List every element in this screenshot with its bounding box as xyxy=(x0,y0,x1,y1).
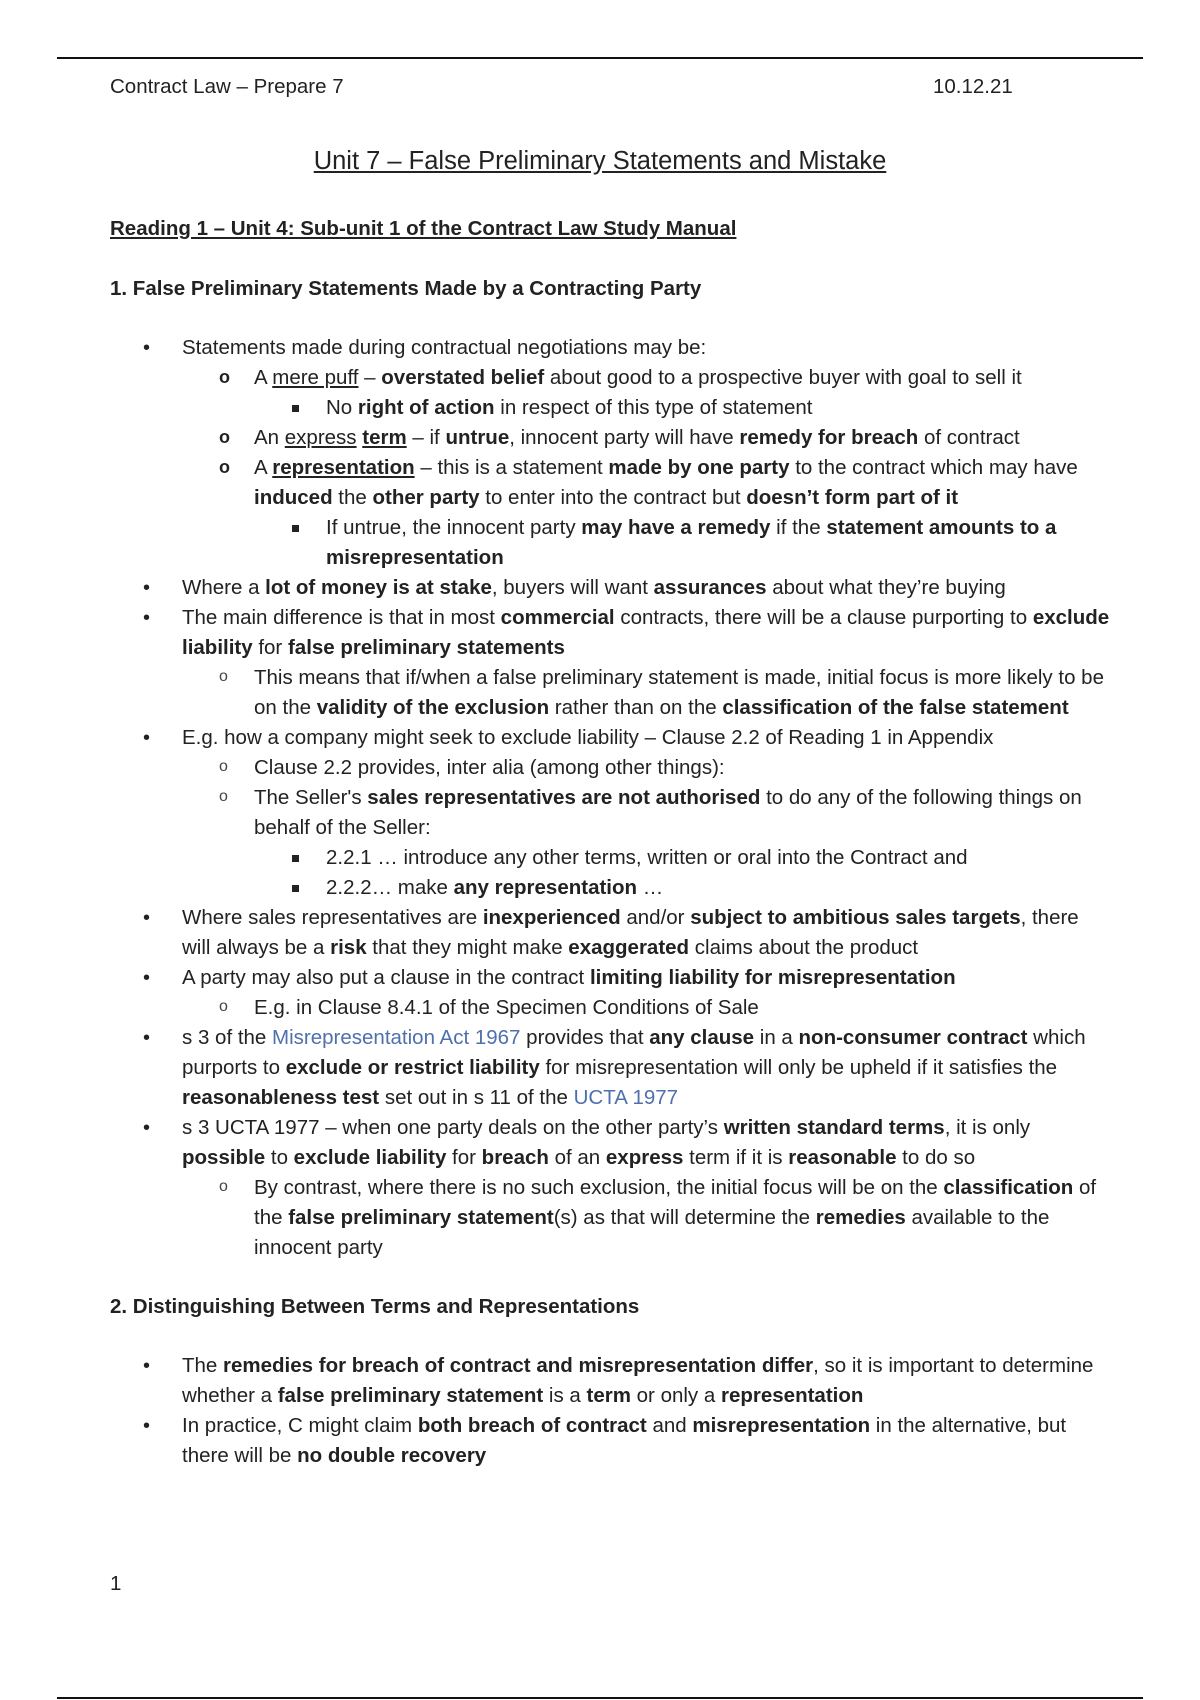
page-number: 1 xyxy=(110,1572,122,1595)
list-item: • s 3 of the Misrepresentation Act 1967 provides that any clause in a non-consumer contract which purports to exclude or restrict liability for misrepresentation will only be upheld if it satisfies the reasonableness test set out in s 11 of the UCTA 1977 xyxy=(110,1023,1110,1113)
footer-rule xyxy=(57,1697,1143,1699)
list-item: • Statements made during contractual negotiations may be: o A mere puff – overstated belief about good to a prospective buyer with goal to sell it No right of action in respect of this type of statement o An express term – if untrue, innocent party will have remedy for breach of contract o A representation – this is a statement made by one party to the contract which may have induced the other party to enter into the contract but doesn’t form part of it If untrue, the innocent party may have a remedy if the statement amounts to a misrepresentation xyxy=(110,333,1110,573)
section-2-heading: 2. Distinguishing Between Terms and Representations xyxy=(110,1295,640,1318)
section-1-list xyxy=(110,333,1110,1263)
list-item: • The main difference is that in most commercial contracts, there will be a clause purporting to exclude liability for false preliminary statements o This means that if/when a false preliminary statement is made, initial focus is more likely to be on the validity of the exclusion rather than on the classification of the false statement xyxy=(110,603,1110,723)
list-item: • A party may also put a clause in the contract limiting liability for misrepresentation o E.g. in Clause 8.4.1 of the Specimen Conditions of Sale xyxy=(110,963,1110,1023)
list-item: o The Seller's sales representatives are not authorised to do any of the following things on behalf of the Seller: 2.2.1 … introduce any other terms, written or oral into the Contract and 2.2.2… make any representation … xyxy=(182,783,1110,903)
misrepresentation-act-link[interactable]: Misrepresentation Act 1967 xyxy=(272,1026,521,1049)
list-item: • The remedies for breach of contract and misrepresentation differ, so it is important to determine whether a false preliminary statement is a term or only a representation xyxy=(110,1351,1110,1411)
document-body xyxy=(110,214,1110,1471)
list-item: 2.2.1 … introduce any other terms, written or oral into the Contract and xyxy=(254,843,1110,873)
list-item: • Where a lot of money is at stake, buyers will want assurances about what they’re buying xyxy=(110,573,1110,603)
list-item: o An express term – if untrue, innocent party will have remedy for breach of contract xyxy=(182,423,1110,453)
ucta-link[interactable]: UCTA 1977 xyxy=(573,1086,679,1109)
reading-heading: Reading 1 – Unit 4: Sub-unit 1 of the Contract Law Study Manual xyxy=(110,217,737,240)
list-item: • Where sales representatives are inexperienced and/or subject to ambitious sales targets, there will always be a risk that they might make exaggerated claims about the product xyxy=(110,903,1110,963)
list-item: • In practice, C might claim both breach of contract and misrepresentation in the alternative, but there will be no double recovery xyxy=(110,1411,1110,1471)
list-item: o Clause 2.2 provides, inter alia (among other things): xyxy=(182,753,1110,783)
list-item: o E.g. in Clause 8.4.1 of the Specimen Conditions of Sale xyxy=(182,993,1110,1023)
list-item: o By contrast, where there is no such exclusion, the initial focus will be on the classification of the false preliminary statement(s) as that will determine the remedies available to the innocent party xyxy=(182,1173,1110,1263)
list-item: If untrue, the innocent party may have a remedy if the statement amounts to a misrepresentation xyxy=(254,513,1110,573)
list-item: 2.2.2… make any representation … xyxy=(254,873,1110,903)
list-item: No right of action in respect of this type of statement xyxy=(254,393,1110,423)
list-item: • E.g. how a company might seek to exclude liability – Clause 2.2 of Reading 1 in Appendix o Clause 2.2 provides, inter alia (among other things): o The Seller's sales representatives are not authorised to do any of the following things on behalf of the Seller: 2.2.1 … introduce any other terms, written or oral into the Contract and 2.2.2… make any representation … xyxy=(110,723,1110,903)
section-1-heading: 1. False Preliminary Statements Made by a Contracting Party xyxy=(110,277,702,300)
list-item: o A mere puff – overstated belief about good to a prospective buyer with goal to sell it No right of action in respect of this type of statement xyxy=(182,363,1110,423)
page-title: Unit 7 – False Preliminary Statements and Mistake xyxy=(313,147,887,175)
section-2-list xyxy=(110,1351,1110,1471)
list-item: o This means that if/when a false preliminary statement is made, initial focus is more likely to be on the validity of the exclusion rather than on the classification of the false statement xyxy=(182,663,1110,723)
list-item: o A representation – this is a statement made by one party to the contract which may have induced the other party to enter into the contract but doesn’t form part of it If untrue, the innocent party may have a remedy if the statement amounts to a misrepresentation xyxy=(182,453,1110,573)
header-left-text: Contract Law – Prepare 7 xyxy=(110,75,344,98)
list-item: • s 3 UCTA 1977 – when one party deals on the other party’s written standard terms, it is only possible to exclude liability for breach of an express term if it is reasonable to do so o By contrast, where there is no such exclusion, the initial focus will be on the classification of the false preliminary statement(s) as that will determine the remedies available to the innocent party xyxy=(110,1113,1110,1263)
header-date: 10.12.21 xyxy=(933,75,1013,98)
header-rule xyxy=(57,57,1143,59)
